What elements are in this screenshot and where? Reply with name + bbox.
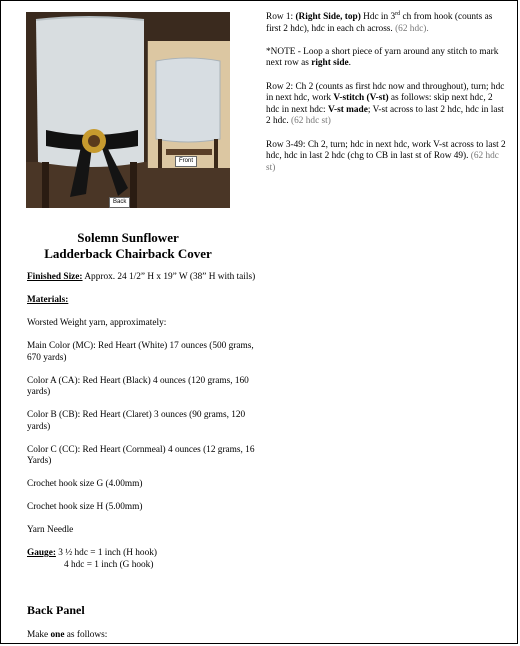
row-1: Row 1: (Right Side, top) Hdc in 3rd ch from hook (counts as first 2 hdc), hdc in each ch across. (62 hdc). [266,10,493,34]
front-photo [147,41,230,168]
hook-g: Crochet hook size G (4.00mm) [27,479,143,489]
gauge: Gauge: 3 ½ hdc = 1 inch (H hook) 4 hdc = 1 inch (G hook) [27,548,157,570]
hook-h: Crochet hook size H (5.00mm) [27,502,143,512]
row-instructions [266,12,506,186]
color-a: Color A (CA): Red Heart (Black) 4 ounces (120 grams, 160 yards) [27,375,249,397]
color-b: Color B (CB): Red Heart (Claret) 3 ounces (90 grams, 120 yards) [27,410,246,432]
materials-heading: Materials: [27,295,69,305]
main-color: Main Color (MC): Red Heart (White) 17 ounces (500 grams, 670 yards) [27,341,254,363]
row-2: Row 2: Ch 2 (counts as first hdc now and throughout), turn; hdc in next hdc, work V-stitch (V-st) as follows: skip next hdc, 2 hdc in next hdc: V-st made; V-st across to last 2 hdc, hdc in last 2 hdc. (62 hdc st) [266,81,505,127]
back-panel-intro: Make one as follows: [27,630,108,640]
row-3-49: Row 3-49: Ch 2, turn; hdc in next hdc, work V-st across to last 2 hdc, hdc in last 2 hdc (chg to CB in last st of Row 49). (62 hdc st) [266,139,506,173]
finished-size: Finished Size: Approx. 24 1/2” H x 19” W (38” H with tails) [27,272,256,282]
pattern-details [27,272,267,583]
back-photo-label: Back [109,197,130,208]
back-panel-heading: Back Panel [27,603,85,617]
right-side-note: *NOTE - Loop a short piece of yarn around any stitch to mark next row as right side. [266,46,499,69]
color-c: Color C (CC): Red Heart (Cornmeal) 4 ounces (12 grams, 16 Yards) [27,444,255,466]
yarn-needle: Yarn Needle [27,525,74,535]
pattern-title: Solemn Sunflower Ladderback Chairback Cover [44,230,212,261]
yarn-intro: Worsted Weight yarn, approximately: [27,318,167,328]
front-photo-label: Front [175,156,197,167]
